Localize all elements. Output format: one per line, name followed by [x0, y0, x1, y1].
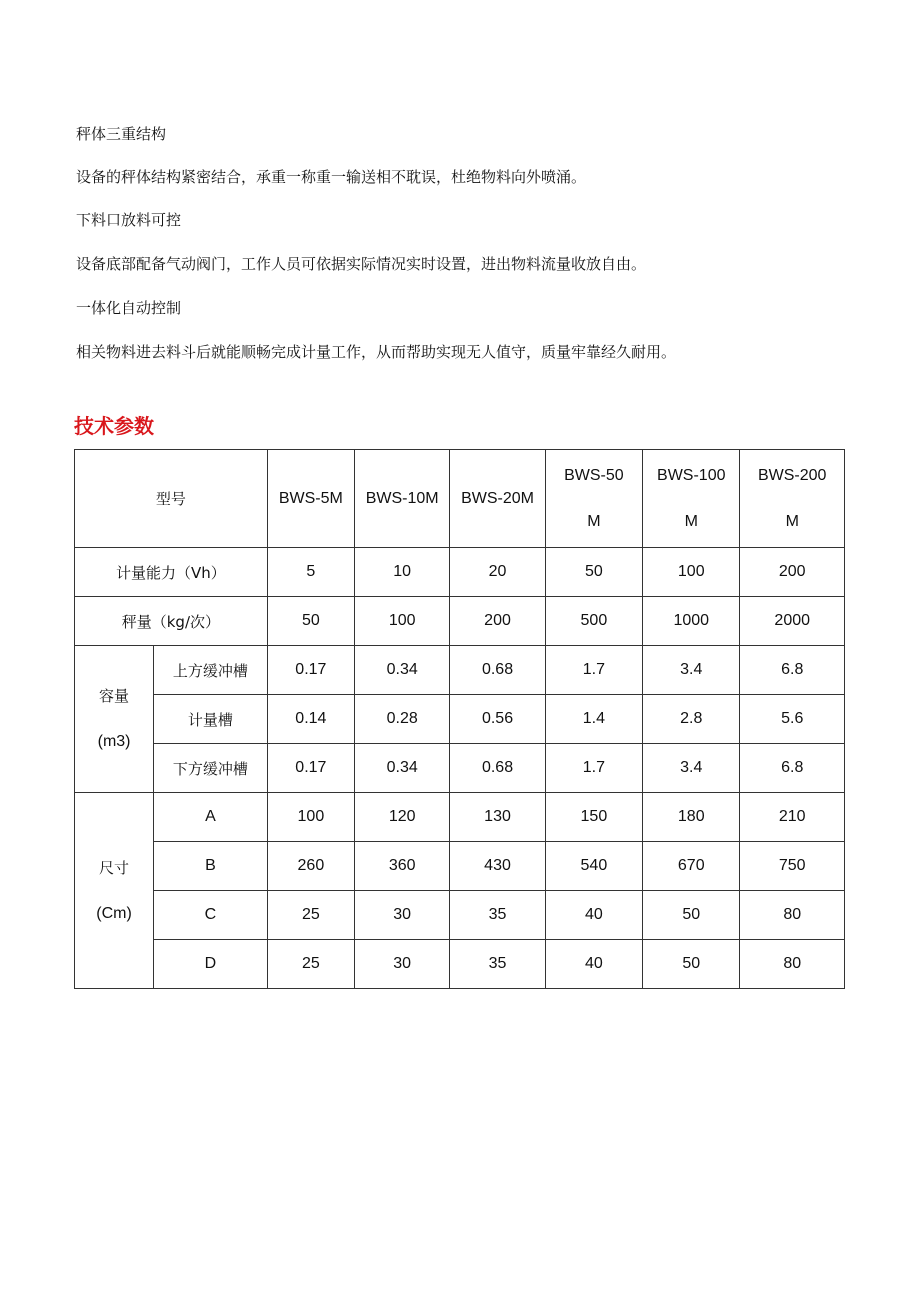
table-cell: 0.68	[450, 646, 545, 695]
model-label: 型号	[75, 450, 268, 548]
table-cell: 3.4	[643, 744, 740, 793]
table-cell: 25	[267, 891, 354, 940]
feature-heading-3: 一体化自动控制	[76, 299, 182, 317]
table-cell: 50	[267, 597, 354, 646]
table-row	[75, 450, 845, 548]
table-row	[75, 793, 845, 842]
feature-text-2: 设备底部配备气动阀门，工作人员可依据实际情况实时设置，进出物料流量收放自由。	[76, 255, 647, 273]
table-cell: 30	[354, 940, 449, 989]
table-cell: 100	[267, 793, 354, 842]
model-cell: BWS-5M	[267, 450, 354, 548]
model-cell: BWS-20M	[450, 450, 545, 548]
table-cell: 25	[267, 940, 354, 989]
table-cell: 50	[545, 548, 642, 597]
volume-group-label: 容量 (m3)	[75, 646, 154, 793]
table-cell: 1.7	[545, 646, 642, 695]
table-cell: 540	[545, 842, 642, 891]
feature-text-1: 设备的秤体结构紧密结合，承重一称重一输送相不耽误，杜绝物料向外喷涌。	[76, 168, 587, 186]
table-cell: 30	[354, 891, 449, 940]
table-cell: 3.4	[643, 646, 740, 695]
table-cell: 5.6	[740, 695, 845, 744]
table-cell: 50	[643, 891, 740, 940]
table-cell: 100	[354, 597, 449, 646]
row-label: 下方缓冲槽	[154, 744, 268, 793]
table-cell: 80	[740, 940, 845, 989]
table-row	[75, 891, 845, 940]
row-label: C	[154, 891, 268, 940]
table-cell: 150	[545, 793, 642, 842]
row-label: B	[154, 842, 268, 891]
table-cell: 6.8	[740, 744, 845, 793]
table-cell: 360	[354, 842, 449, 891]
table-cell: 0.34	[354, 646, 449, 695]
table-cell: 120	[354, 793, 449, 842]
table-row	[75, 597, 845, 646]
table-row	[75, 842, 845, 891]
table-cell: 0.56	[450, 695, 545, 744]
table-cell: 50	[643, 940, 740, 989]
table-cell: 500	[545, 597, 642, 646]
feature-heading-2: 下料口放料可控	[76, 211, 182, 229]
table-row	[75, 940, 845, 989]
model-cell: BWS-50 M	[545, 450, 642, 548]
table-cell: 80	[740, 891, 845, 940]
row-label: A	[154, 793, 268, 842]
table-cell: 0.14	[267, 695, 354, 744]
table-cell: 6.8	[740, 646, 845, 695]
table-cell: 100	[643, 548, 740, 597]
table-cell: 1.7	[545, 744, 642, 793]
table-cell: 35	[450, 891, 545, 940]
table-cell: 2.8	[643, 695, 740, 744]
model-cell: BWS-10M	[354, 450, 449, 548]
table-row	[75, 695, 845, 744]
table-cell: 10	[354, 548, 449, 597]
table-cell: 200	[450, 597, 545, 646]
row-label: 上方缓冲槽	[154, 646, 268, 695]
table-row	[75, 744, 845, 793]
row-label: 计量槽	[154, 695, 268, 744]
table-cell: 35	[450, 940, 545, 989]
table-cell: 2000	[740, 597, 845, 646]
capacity-label: 计量能力（Vh）	[75, 548, 268, 597]
table-cell: 210	[740, 793, 845, 842]
table-cell: 40	[545, 940, 642, 989]
table-cell: 40	[545, 891, 642, 940]
table-cell: 0.68	[450, 744, 545, 793]
weigh-label: 秤量（kg∕次）	[75, 597, 268, 646]
table-cell: 0.17	[267, 744, 354, 793]
model-cell: BWS-100 M	[643, 450, 740, 548]
table-cell: 5	[267, 548, 354, 597]
table-cell: 130	[450, 793, 545, 842]
table-cell: 0.34	[354, 744, 449, 793]
size-group-label: 尺寸 (Cm)	[75, 793, 154, 989]
table-cell: 0.17	[267, 646, 354, 695]
table-row	[75, 548, 845, 597]
model-cell: BWS-200 M	[740, 450, 845, 548]
feature-text-3: 相关物料进去料斗后就能顺畅完成计量工作，从而帮助实现无人值守，质量牢靠经久耐用。	[76, 343, 677, 361]
table-cell: 180	[643, 793, 740, 842]
table-cell: 430	[450, 842, 545, 891]
table-cell: 670	[643, 842, 740, 891]
table-row	[75, 646, 845, 695]
table-cell: 750	[740, 842, 845, 891]
section-title: 技术参数	[74, 414, 154, 438]
table-cell: 260	[267, 842, 354, 891]
table-cell: 1.4	[545, 695, 642, 744]
table-cell: 200	[740, 548, 845, 597]
table-cell: 20	[450, 548, 545, 597]
table-cell: 0.28	[354, 695, 449, 744]
spec-table	[74, 449, 845, 989]
row-label: D	[154, 940, 268, 989]
table-cell: 1000	[643, 597, 740, 646]
feature-heading-1: 秤体三重结构	[76, 125, 167, 143]
